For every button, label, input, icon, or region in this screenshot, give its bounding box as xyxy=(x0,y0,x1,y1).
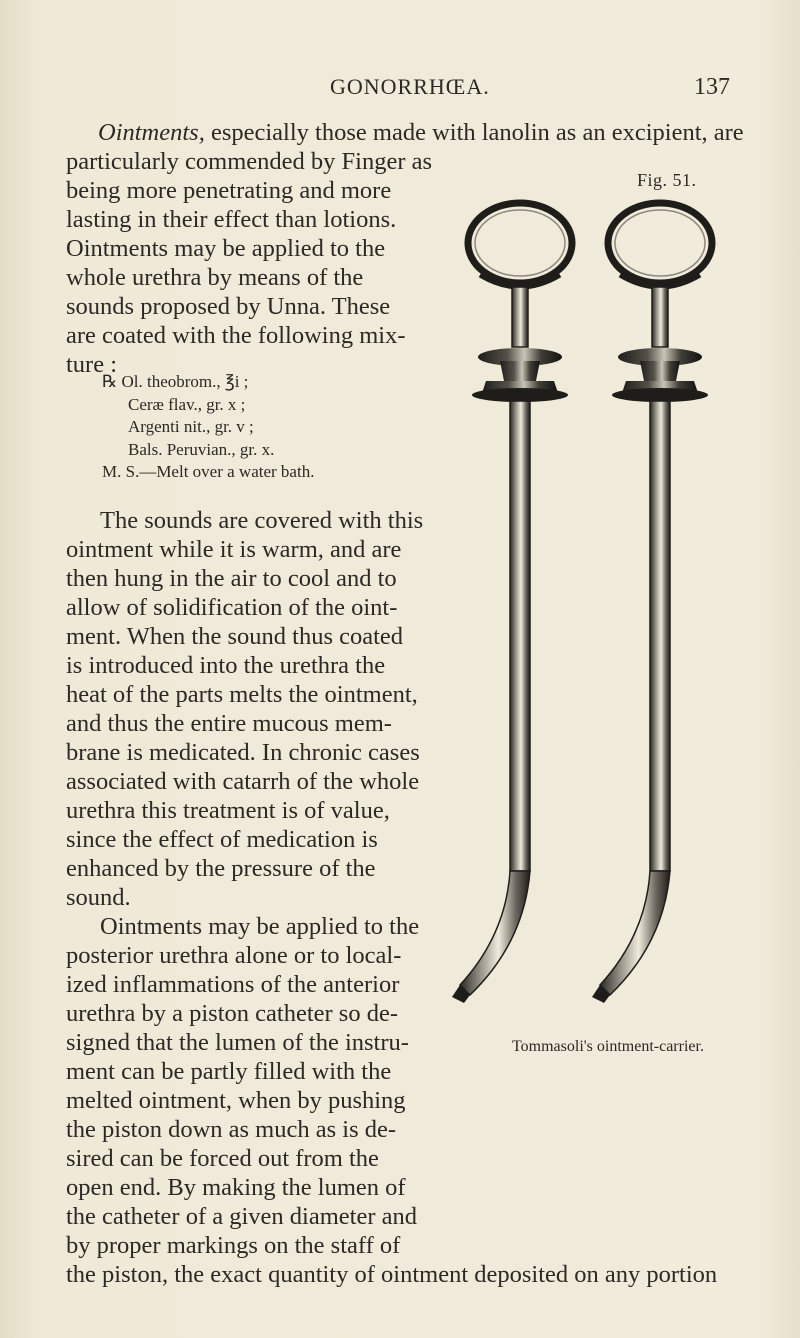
paragraph-3-line: the piston down as much as is de- xyxy=(66,1116,397,1143)
right-instrument xyxy=(592,203,712,1003)
paragraph-2-line: The sounds are covered with this xyxy=(100,507,424,534)
prescription-line: Bals. Peruvian., gr. x. xyxy=(128,439,275,459)
paragraph-3-line: urethra by a piston catheter so de- xyxy=(66,1000,398,1027)
paragraph-2-line: heat of the parts melts the ointment, xyxy=(66,681,418,708)
paragraph-2-line: and thus the entire mucous mem- xyxy=(66,710,392,737)
paragraph-3-line: by proper markings on the staff of xyxy=(66,1232,401,1259)
page-number: 137 xyxy=(694,74,730,100)
figure-caption: Tommasoli's ointment-carrier. xyxy=(512,1038,704,1055)
paragraph-2-line: associated with catarrh of the whole xyxy=(66,768,420,795)
figure-label: Fig. 51. xyxy=(637,170,697,190)
paragraph-1-line-1: especially those made with lanolin as an excipient, are xyxy=(204,119,744,146)
ointments-heading: Ointments, xyxy=(98,119,205,146)
paragraph-2-line: since the effect of medication is xyxy=(66,826,378,853)
running-head: GONORRHŒA. xyxy=(330,74,490,99)
paragraph-3-line: ment can be partly filled with the xyxy=(66,1058,392,1085)
paragraph-1-line: particularly commended by Finger as xyxy=(66,148,433,175)
page-header xyxy=(0,74,800,108)
paragraph-3-line: sired can be forced out from the xyxy=(66,1145,379,1172)
right-shaft xyxy=(650,401,670,871)
left-shaft xyxy=(510,401,530,871)
paragraph-2-line: enhanced by the pressure of the xyxy=(66,855,376,882)
paragraph-3 xyxy=(66,912,432,1260)
ointment-carrier-illustration xyxy=(440,195,770,1035)
paragraph-2-line: ment. When the sound thus coated xyxy=(66,623,404,650)
paragraph-1 xyxy=(66,147,432,379)
paragraph-1-first-line xyxy=(98,118,744,147)
paragraph-1-line: being more penetrating and more xyxy=(66,177,392,204)
paragraph-1-line: are coated with the following mix- xyxy=(66,322,406,349)
left-instrument xyxy=(452,203,572,1003)
prescription-line: Ceræ flav., gr. x ; xyxy=(128,394,246,414)
paragraph-2-line: allow of solidification of the oint- xyxy=(66,594,398,621)
paragraph-3-line: signed that the lumen of the instru- xyxy=(66,1029,409,1056)
paragraph-3-line: open end. By making the lumen of xyxy=(66,1174,406,1201)
paragraph-1-line: lasting in their effect than lotions. xyxy=(66,206,397,233)
paragraph-3-line: the catheter of a given diameter and xyxy=(66,1203,417,1230)
prescription xyxy=(102,371,315,484)
left-curved-tip xyxy=(460,871,530,995)
paragraph-2-line: urethra this treatment is of value, xyxy=(66,797,390,824)
paragraph-2 xyxy=(66,506,432,912)
paragraph-2-line: then hung in the air to cool and to xyxy=(66,565,397,592)
paragraph-2-line: is introduced into the urethra the xyxy=(66,652,386,679)
paragraph-2-line: brane is medicated. In chronic cases xyxy=(66,739,420,766)
right-curved-tip xyxy=(600,871,670,995)
right-ring-handle xyxy=(608,203,712,283)
paragraph-3-line: ized inflammations of the anterior xyxy=(66,971,400,998)
paragraph-1-line: sounds proposed by Unna. These xyxy=(66,293,391,320)
paragraph-3-line: Ointments may be applied to the xyxy=(100,913,420,940)
prescription-line: Argenti nit., gr. v ; xyxy=(128,417,254,436)
paragraph-1-line: ture : xyxy=(66,351,118,378)
paragraph-1-line: Ointments may be applied to the xyxy=(66,235,386,262)
paragraph-3-last-line: the piston, the exact quantity of ointment deposited on any portion xyxy=(66,1261,718,1288)
paragraph-1-line: whole urethra by means of the xyxy=(66,264,364,291)
paragraph-2-line: sound. xyxy=(66,884,131,911)
paragraph-2-line: ointment while it is warm, and are xyxy=(66,536,402,563)
paragraph-3-line: posterior urethra alone or to local- xyxy=(66,942,402,969)
left-ring-handle xyxy=(468,203,572,283)
prescription-line: M. S.—Melt over a water bath. xyxy=(102,462,315,481)
paragraph-3-line: melted ointment, when by pushing xyxy=(66,1087,406,1114)
prescription-line: ℞ Ol. theobrom., ℥i ; xyxy=(102,372,249,391)
